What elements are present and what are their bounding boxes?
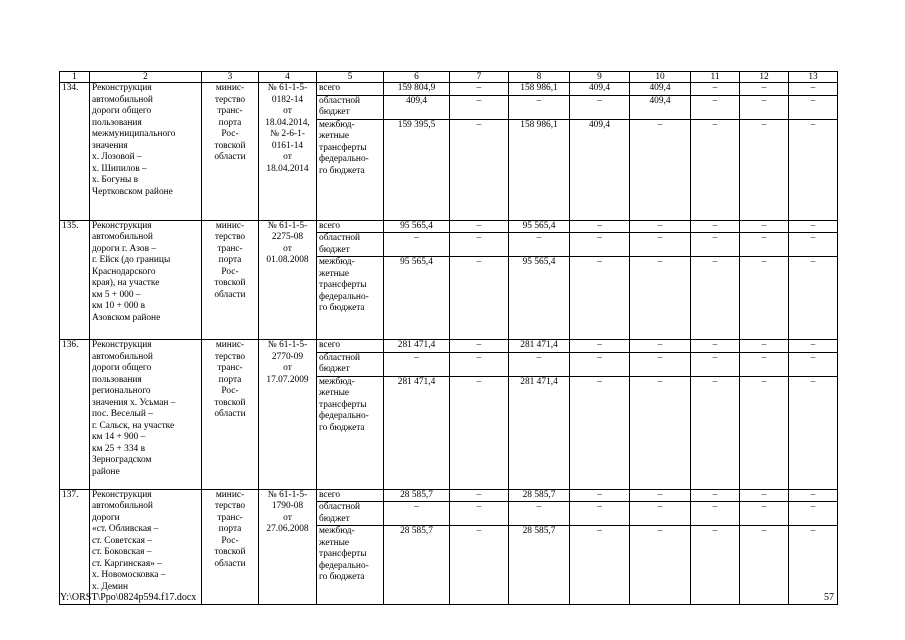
funding-source: областной бюджет bbox=[317, 233, 384, 257]
entry-number: 136. bbox=[60, 340, 90, 490]
amount-cell: 28 585,7 bbox=[509, 489, 570, 502]
amount-cell: – bbox=[789, 257, 838, 340]
amount-cell: – bbox=[630, 489, 691, 502]
amount-cell: – bbox=[789, 526, 838, 605]
amount-cell: – bbox=[740, 95, 789, 119]
amount-cell: – bbox=[691, 376, 740, 489]
amount-cell: – bbox=[570, 257, 630, 340]
amount-cell: – bbox=[630, 233, 691, 257]
amount-cell: – bbox=[450, 119, 509, 220]
customer: минис- терство транс- порта Рос- товской области bbox=[202, 340, 259, 490]
amount-cell: 281 471,4 bbox=[509, 340, 570, 353]
amount-cell: – bbox=[384, 233, 450, 257]
amount-cell: – bbox=[691, 220, 740, 233]
amount-cell: – bbox=[384, 502, 450, 526]
funding-source: областной бюджет bbox=[317, 352, 384, 376]
amount-cell: – bbox=[450, 220, 509, 233]
amount-cell: 28 585,7 bbox=[384, 489, 450, 502]
funding-source: всего bbox=[317, 340, 384, 353]
amount-cell: – bbox=[740, 220, 789, 233]
amount-cell: – bbox=[789, 502, 838, 526]
amount-cell: – bbox=[740, 526, 789, 605]
amount-cell: – bbox=[740, 257, 789, 340]
amount-cell: – bbox=[509, 502, 570, 526]
amount-cell: – bbox=[691, 119, 740, 220]
column-number: 10 bbox=[630, 72, 691, 83]
amount-cell: – bbox=[509, 95, 570, 119]
amount-cell: – bbox=[570, 95, 630, 119]
customer: минис- терство транс- порта Рос- товской области bbox=[202, 83, 259, 221]
amount-cell: – bbox=[450, 502, 509, 526]
amount-cell: – bbox=[630, 502, 691, 526]
amount-cell: – bbox=[570, 233, 630, 257]
amount-cell: – bbox=[570, 220, 630, 233]
amount-cell: – bbox=[630, 220, 691, 233]
amount-cell: – bbox=[789, 220, 838, 233]
column-number: 8 bbox=[509, 72, 570, 83]
column-number: 13 bbox=[789, 72, 838, 83]
amount-cell: – bbox=[450, 83, 509, 96]
amount-cell: 409,4 bbox=[630, 83, 691, 96]
amount-cell: – bbox=[789, 352, 838, 376]
amount-cell: – bbox=[450, 526, 509, 605]
column-number: 12 bbox=[740, 72, 789, 83]
column-number: 5 bbox=[317, 72, 384, 83]
amount-cell: – bbox=[740, 340, 789, 353]
amount-cell: 95 565,4 bbox=[384, 220, 450, 233]
amount-cell: – bbox=[630, 119, 691, 220]
amount-cell: – bbox=[789, 95, 838, 119]
amount-cell: – bbox=[630, 526, 691, 605]
table-row bbox=[60, 489, 838, 502]
amount-cell: – bbox=[509, 352, 570, 376]
object-name: Реконструкция автомобильной дороги общего пользования межмуниципального значения х. Лозовой – х. Шипилов – х. Богуны в Чертковском районе bbox=[90, 83, 202, 221]
document-ref: № 61-1-5- 1790-08 от 27.06.2008 bbox=[259, 489, 317, 605]
column-number: 9 bbox=[570, 72, 630, 83]
amount-cell: – bbox=[570, 352, 630, 376]
amount-cell: – bbox=[740, 376, 789, 489]
funding-source: всего bbox=[317, 83, 384, 96]
amount-cell: – bbox=[740, 233, 789, 257]
amount-cell: 409,4 bbox=[630, 95, 691, 119]
amount-cell: – bbox=[384, 352, 450, 376]
amount-cell: 95 565,4 bbox=[384, 257, 450, 340]
amount-cell: – bbox=[450, 489, 509, 502]
amount-cell: – bbox=[740, 489, 789, 502]
funding-source: межбюд- жетные трансферты федерально- го бюджета bbox=[317, 526, 384, 605]
amount-cell: – bbox=[450, 233, 509, 257]
amount-cell: 95 565,4 bbox=[509, 220, 570, 233]
object-name: Реконструкция автомобильной дороги общего пользования регионального значения х. Усьман – пос. Веселый – г. Сальск, на участке км 14 + 900 – км 25 + 334 в Зерноградском районе bbox=[90, 340, 202, 490]
amount-cell: – bbox=[691, 95, 740, 119]
amount-cell: – bbox=[450, 257, 509, 340]
amount-cell: – bbox=[570, 340, 630, 353]
column-number: 7 bbox=[450, 72, 509, 83]
funding-source: всего bbox=[317, 220, 384, 233]
amount-cell: 409,4 bbox=[384, 95, 450, 119]
amount-cell: – bbox=[789, 119, 838, 220]
amount-cell: – bbox=[509, 233, 570, 257]
amount-cell: – bbox=[789, 489, 838, 502]
amount-cell: 95 565,4 bbox=[509, 257, 570, 340]
amount-cell: – bbox=[570, 376, 630, 489]
column-number-row bbox=[60, 72, 838, 83]
amount-cell: – bbox=[450, 376, 509, 489]
amount-cell: – bbox=[740, 119, 789, 220]
amount-cell: – bbox=[450, 95, 509, 119]
column-number: 11 bbox=[691, 72, 740, 83]
amount-cell: – bbox=[691, 233, 740, 257]
entry-number: 134. bbox=[60, 83, 90, 221]
customer: минис- терство транс- порта Рос- товской области bbox=[202, 220, 259, 340]
amount-cell: – bbox=[691, 526, 740, 605]
table-body bbox=[60, 72, 838, 605]
amount-cell: 159 804,9 bbox=[384, 83, 450, 96]
amount-cell: – bbox=[789, 340, 838, 353]
funding-source: межбюд- жетные трансферты федерально- го бюджета bbox=[317, 257, 384, 340]
document-ref: № 61-1-5- 0182-14 от 18.04.2014, № 2-6-1- 0161-14 от 18.04.2014 bbox=[259, 83, 317, 221]
funding-source: областной бюджет bbox=[317, 502, 384, 526]
amount-cell: – bbox=[789, 83, 838, 96]
budget-table bbox=[59, 71, 838, 605]
amount-cell: – bbox=[691, 340, 740, 353]
amount-cell: – bbox=[691, 352, 740, 376]
amount-cell: – bbox=[789, 233, 838, 257]
customer: минис- терство транс- порта Рос- товской области bbox=[202, 489, 259, 605]
amount-cell: 281 471,4 bbox=[384, 340, 450, 353]
funding-source: межбюд- жетные трансферты федерально- го бюджета bbox=[317, 376, 384, 489]
amount-cell: – bbox=[570, 502, 630, 526]
table-row bbox=[60, 220, 838, 233]
amount-cell: – bbox=[789, 376, 838, 489]
amount-cell: – bbox=[450, 340, 509, 353]
amount-cell: – bbox=[691, 502, 740, 526]
column-number: 3 bbox=[202, 72, 259, 83]
amount-cell: – bbox=[630, 352, 691, 376]
entry-number: 137. bbox=[60, 489, 90, 605]
amount-cell: 409,4 bbox=[570, 83, 630, 96]
amount-cell: 28 585,7 bbox=[384, 526, 450, 605]
amount-cell: 159 395,5 bbox=[384, 119, 450, 220]
amount-cell: – bbox=[740, 352, 789, 376]
amount-cell: – bbox=[630, 340, 691, 353]
page-number: 57 bbox=[824, 592, 834, 603]
column-number: 4 bbox=[259, 72, 317, 83]
entry-number: 135. bbox=[60, 220, 90, 340]
funding-source: областной бюджет bbox=[317, 95, 384, 119]
amount-cell: – bbox=[570, 489, 630, 502]
amount-cell: – bbox=[691, 257, 740, 340]
document-file-path: Y:\ORST\Ppo\0824p594.f17.docx bbox=[60, 592, 197, 603]
amount-cell: 158 986,1 bbox=[509, 119, 570, 220]
object-name: Реконструкция автомобильной дороги г. Азов – г. Ейск (до границы Краснодарского края), на участке км 5 + 000 – км 10 + 000 в Азовском районе bbox=[90, 220, 202, 340]
amount-cell: – bbox=[740, 83, 789, 96]
amount-cell: – bbox=[630, 257, 691, 340]
funding-source: всего bbox=[317, 489, 384, 502]
amount-cell: – bbox=[450, 352, 509, 376]
table-row bbox=[60, 340, 838, 353]
amount-cell: 28 585,7 bbox=[509, 526, 570, 605]
amount-cell: 281 471,4 bbox=[509, 376, 570, 489]
amount-cell: – bbox=[570, 526, 630, 605]
amount-cell: – bbox=[740, 502, 789, 526]
table-row bbox=[60, 83, 838, 96]
amount-cell: 158 986,1 bbox=[509, 83, 570, 96]
funding-source: межбюд- жетные трансферты федерально- го бюджета bbox=[317, 119, 384, 220]
amount-cell: 409,4 bbox=[570, 119, 630, 220]
amount-cell: – bbox=[691, 489, 740, 502]
amount-cell: – bbox=[691, 83, 740, 96]
document-ref: № 61-1-5- 2275-08 от 01.08.2008 bbox=[259, 220, 317, 340]
column-number: 2 bbox=[90, 72, 202, 83]
column-number: 6 bbox=[384, 72, 450, 83]
amount-cell: 281 471,4 bbox=[384, 376, 450, 489]
object-name: Реконструкция автомобильной дороги «ст. Обливская – ст. Советская – ст. Боковская – ст. Каргинская» – х. Новомосковка – х. Демин bbox=[90, 489, 202, 605]
column-number: 1 bbox=[60, 72, 90, 83]
document-ref: № 61-1-5- 2770-09 от 17.07.2009 bbox=[259, 340, 317, 490]
amount-cell: – bbox=[630, 376, 691, 489]
